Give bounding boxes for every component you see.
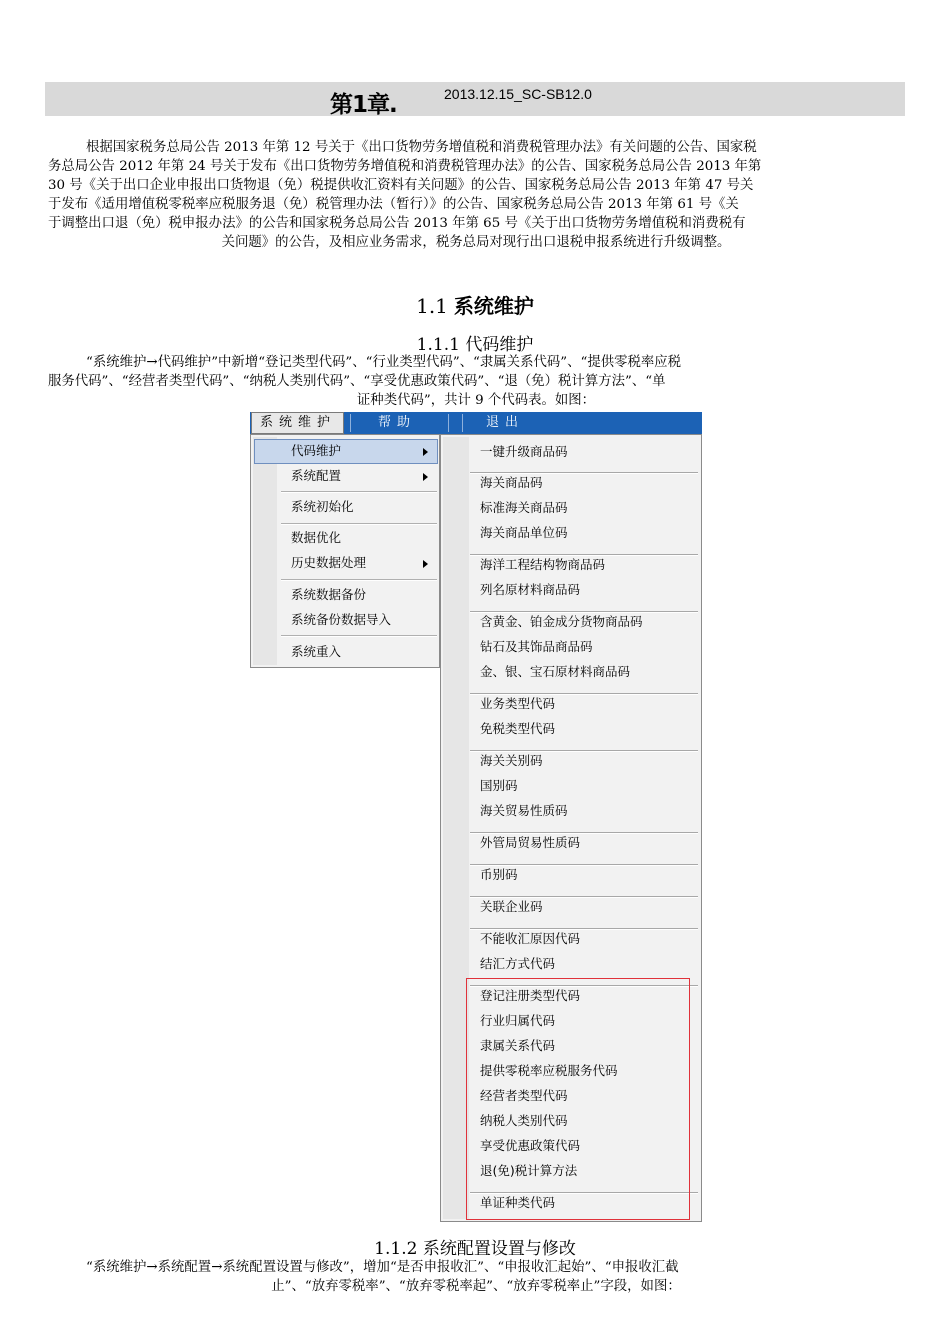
submenu-item[interactable]: 结汇方式代码 bbox=[480, 956, 556, 971]
submenu-item[interactable]: 钻石及其饰品商品码 bbox=[480, 639, 593, 654]
new-codes-highlight-box bbox=[466, 978, 690, 1220]
submenu-arrow-icon bbox=[423, 473, 428, 481]
menu-item-backup-import[interactable]: 系统备份数据导入 bbox=[291, 612, 392, 627]
highlight-code-maintenance bbox=[254, 439, 438, 464]
submenu-item[interactable]: 纳税人类别代码 bbox=[480, 1113, 568, 1128]
menu-item-history-data[interactable]: 历史数据处理 bbox=[291, 555, 367, 570]
subsection-heading-system-config: 1.1.2 系统配置设置与修改 bbox=[374, 1239, 576, 1259]
section-number: 1.1 bbox=[416, 294, 448, 318]
menu-divider bbox=[281, 491, 437, 493]
submenu-item[interactable]: 海关贸易性质码 bbox=[480, 803, 568, 818]
submenu-item[interactable]: 行业归属代码 bbox=[480, 1013, 556, 1028]
system-maintenance-dropdown bbox=[250, 434, 440, 1080]
submenu-item[interactable]: 含黄金、铂金成分货物商品码 bbox=[480, 614, 643, 629]
submenu-item[interactable]: 不能收汇原因代码 bbox=[480, 931, 581, 946]
submenu-item[interactable]: 币别码 bbox=[480, 867, 518, 882]
menu-separator bbox=[350, 414, 351, 432]
menu-bar bbox=[250, 412, 702, 434]
submenu-item[interactable]: 退(免)税计算方法 bbox=[480, 1163, 578, 1178]
section-title: 系统维护 bbox=[453, 294, 534, 318]
paragraph-line: “系统维护→系统配置→系统配置设置与修改”，增加“是否申报收汇”、“申报收汇起始”、“申报收汇截 bbox=[86, 1260, 679, 1275]
intro-line: 于调整出口退（免）税申报办法》的公告和国家税务总局公告 2013 年第 65 号《关于出口货物劳务增值税和消费税有 bbox=[48, 216, 746, 231]
menu-divider bbox=[281, 635, 437, 637]
menu-divider bbox=[281, 579, 437, 581]
intro-line: 于发布《适用增值税零税率应税服务退（免）税管理办法（暂行）》的公告、国家税务总局公告 2013 年第 61 号《关 bbox=[48, 197, 739, 212]
submenu-item[interactable]: 金、银、宝石原材料商品码 bbox=[480, 664, 631, 679]
submenu-item[interactable]: 标准海关商品码 bbox=[480, 500, 568, 515]
section-heading bbox=[0, 290, 950, 319]
menu-divider bbox=[281, 523, 437, 525]
submenu-arrow-icon bbox=[423, 560, 428, 568]
intro-line: 30 号《关于出口企业申报出口货物退（免）税提供收汇资料有关问题》的公告、国家税务总局公告 2013 年第 47 号关 bbox=[48, 178, 754, 193]
submenu-item[interactable]: 隶属关系代码 bbox=[480, 1038, 556, 1053]
submenu-item[interactable]: 免税类型代码 bbox=[480, 721, 556, 736]
paragraph-line: 服务代码”、“经营者类型代码”、“纳税人类别代码”、“享受优惠政策代码”、“退（免）税计算方法”、“单 bbox=[48, 374, 666, 389]
submenu-item[interactable]: 提供零税率应税服务代码 bbox=[480, 1063, 618, 1078]
menu-screenshot bbox=[250, 412, 702, 1222]
submenu-item[interactable]: 海洋工程结构物商品码 bbox=[480, 557, 606, 572]
submenu-arrow-icon bbox=[423, 448, 428, 456]
system-config-paragraph bbox=[48, 1258, 904, 1296]
menu-help[interactable]: 帮助 bbox=[378, 415, 417, 430]
menu-item-system-reenter[interactable]: 系统重入 bbox=[291, 644, 342, 659]
submenu-item[interactable]: 列名原材料商品码 bbox=[480, 582, 581, 597]
menu-item-data-backup[interactable]: 系统数据备份 bbox=[291, 587, 367, 602]
submenu-item[interactable]: 外管局贸易性质码 bbox=[480, 835, 581, 850]
intro-paragraph bbox=[48, 138, 904, 252]
submenu-item[interactable]: 登记注册类型代码 bbox=[480, 988, 581, 1003]
chapter-number: 第1章. bbox=[330, 92, 397, 118]
paragraph-line: 止”、“放弃零税率”、“放弃零税率起”、“放弃零税率止”字段，如图： bbox=[271, 1279, 681, 1294]
submenu-item[interactable]: 海关商品码 bbox=[480, 475, 543, 490]
menu-separator bbox=[448, 414, 449, 432]
menu-item-system-init[interactable]: 系统初始化 bbox=[291, 499, 354, 514]
submenu-item[interactable]: 业务类型代码 bbox=[480, 696, 556, 711]
icon-strip bbox=[253, 437, 277, 665]
subsection-heading-code-maintenance: 1.1.1 代码维护 bbox=[416, 335, 534, 355]
menu-separator bbox=[462, 414, 463, 432]
menu-exit[interactable]: 退出 bbox=[486, 415, 525, 430]
submenu-item[interactable]: 海关关别码 bbox=[480, 753, 543, 768]
menu-item-system-config[interactable]: 系统配置 bbox=[291, 468, 342, 483]
submenu-item[interactable]: 一键升级商品码 bbox=[480, 444, 568, 459]
paragraph-line: “系统维护→代码维护”中新增“登记类型代码”、“行业类型代码”、“隶属关系代码”、“提供零税率应税 bbox=[86, 355, 682, 370]
submenu-item[interactable]: 享受优惠政策代码 bbox=[480, 1138, 581, 1153]
submenu-item[interactable]: 海关商品单位码 bbox=[480, 525, 568, 540]
intro-line: 根据国家税务总局公告 2013 年第 12 号关于《出口货物劳务增值税和消费税管理办法》有关问题的公告、国家税 bbox=[86, 140, 757, 155]
intro-line: 务总局公告 2012 年第 24 号关于发布《出口货物劳务增值税和消费税管理办法》的公告、国家税务总局公告 2013 年第 bbox=[48, 159, 762, 174]
code-maintenance-paragraph bbox=[48, 353, 904, 410]
paragraph-line: 证种类代码”，共计 9 个代码表。如图： bbox=[356, 393, 596, 408]
intro-line: 关问题》的公告，及相应业务需求，税务总局对现行出口退税申报系统进行升级调整。 bbox=[221, 235, 731, 250]
submenu-item[interactable]: 经营者类型代码 bbox=[480, 1088, 568, 1103]
menu-system-maintenance[interactable]: 系统维护 bbox=[251, 412, 344, 434]
menu-item-code-maintenance[interactable]: 代码维护 bbox=[291, 443, 342, 458]
submenu-item[interactable]: 国别码 bbox=[480, 778, 518, 793]
menu-item-data-optimize[interactable]: 数据优化 bbox=[291, 530, 342, 545]
chapter-version: 2013.12.15_SC-SB12.0 bbox=[444, 86, 592, 102]
dropdown-panel bbox=[250, 434, 440, 668]
submenu-item[interactable]: 单证种类代码 bbox=[480, 1195, 556, 1210]
submenu-item[interactable]: 关联企业码 bbox=[480, 899, 543, 914]
